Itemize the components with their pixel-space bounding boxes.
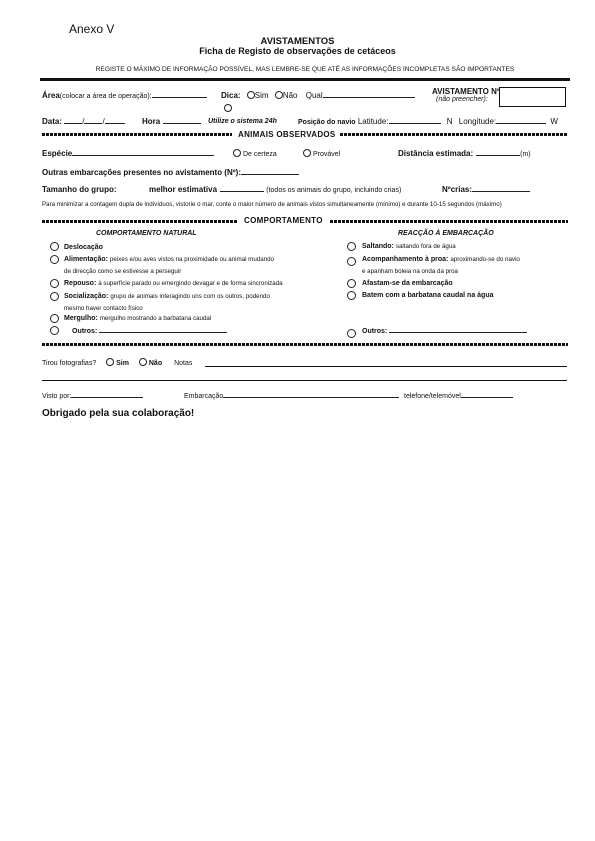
dica-sim-radio[interactable] bbox=[247, 91, 255, 99]
form-subtitle: Ficha de Registo de observações de cetáceos bbox=[199, 46, 396, 56]
divider-bottom bbox=[42, 343, 568, 346]
animais-title: ANIMAIS OBSERVADOS bbox=[238, 130, 336, 139]
fotos-sim-radio[interactable] bbox=[106, 358, 114, 366]
proa-label: Acompanhamento à proa: aproximando-se do navio bbox=[362, 256, 520, 263]
outros-reaccao-field: Outros: bbox=[362, 328, 527, 335]
socializacao-desc2: mesmo haver contacto físico bbox=[64, 305, 143, 312]
dica-extra-radio[interactable] bbox=[224, 104, 232, 112]
hora-input[interactable] bbox=[163, 123, 201, 124]
batem-radio[interactable] bbox=[347, 291, 356, 300]
date-year[interactable] bbox=[105, 123, 125, 124]
divider-comport-right bbox=[330, 220, 568, 223]
outras-field: Outras embarcações presentes no avistamento (Nº): bbox=[42, 168, 299, 177]
mergulho-label: Mergulho: mergulho mostrando a barbatana caudal bbox=[64, 315, 212, 322]
minimizar-note: Para minimizar a contagem dupla de indivíduos, vistorie o mar, conte o maior número de animais vistos simultaneamente (mínimo) e durante 10-15 segundos (máximo) bbox=[42, 201, 502, 208]
nao-preencher-label: (não preencher): bbox=[436, 96, 488, 103]
qual-input[interactable] bbox=[323, 97, 415, 98]
outros-reaccao-input[interactable] bbox=[389, 332, 527, 333]
longitude-input[interactable] bbox=[496, 123, 546, 124]
afastam-radio[interactable] bbox=[347, 279, 356, 288]
hora-field: Hora bbox=[142, 117, 201, 126]
distancia-field: Distância estimada: (m) bbox=[398, 149, 531, 158]
latitude-input[interactable] bbox=[389, 123, 441, 124]
avistamento-no-label: AVISTAMENTO Nº bbox=[432, 87, 500, 96]
proa-radio[interactable] bbox=[347, 257, 356, 266]
alimentacao-radio[interactable] bbox=[50, 255, 59, 264]
tamanho-field: Tamanho do grupo: bbox=[42, 185, 117, 194]
saltando-radio[interactable] bbox=[347, 242, 356, 251]
natural-title: COMPORTAMENTO NATURAL bbox=[96, 230, 197, 237]
deslocacao-label: Deslocação bbox=[64, 244, 103, 251]
divider-right bbox=[340, 133, 568, 136]
reaccao-title: REACÇÃO À EMBARCAÇÃO bbox=[398, 230, 494, 237]
especie-field: Espécie bbox=[42, 149, 214, 158]
especie-input[interactable] bbox=[72, 155, 214, 156]
avistamento-no-box bbox=[499, 87, 566, 107]
area-input[interactable] bbox=[152, 97, 207, 98]
outros-natural-input[interactable] bbox=[99, 332, 227, 333]
provavel-option: Provável bbox=[303, 149, 340, 158]
posicao-field: Posição do navio Latitude: N Longitude: W bbox=[298, 117, 558, 126]
fotos-field: Tirou fotografias? Sim Não Notas bbox=[42, 360, 193, 367]
distancia-input[interactable] bbox=[476, 155, 520, 156]
sistema-note: Utilize o sistema 24h bbox=[208, 118, 277, 125]
alimentacao-label: Alimentação: peixes e/ou aves vistos na proximidade ou animal mudando bbox=[64, 256, 274, 263]
mergulho-radio[interactable] bbox=[50, 314, 59, 323]
dica-field: Dica: Sim Não Qual bbox=[221, 91, 415, 100]
annex-label: Anexo V bbox=[69, 22, 115, 36]
outros-natural-radio[interactable] bbox=[50, 326, 59, 335]
notas-line-1[interactable] bbox=[205, 366, 567, 367]
notas-line-2[interactable] bbox=[42, 380, 567, 381]
embarcacao-field: Embarcação bbox=[184, 393, 399, 400]
socializacao-label: Socialização: grupo de animais interagindo uns com os outros, podendo bbox=[64, 293, 270, 300]
provavel-radio[interactable] bbox=[303, 149, 311, 157]
crias-field: Nºcrias: bbox=[442, 185, 530, 194]
header-rule bbox=[40, 78, 570, 81]
melhor-field: melhor estimativa (todos os animais do grupo, incluindo crias) bbox=[149, 185, 402, 194]
repouso-label: Repouso: à superfície parado ou emergindo devagar e de forma sincronizada bbox=[64, 280, 283, 287]
dica-nao-radio[interactable] bbox=[275, 91, 283, 99]
fotos-nao-radio[interactable] bbox=[139, 358, 147, 366]
alimentacao-desc2: de direcção como se estivesse a perseguir bbox=[64, 268, 182, 275]
date-day[interactable] bbox=[64, 123, 82, 124]
date-month[interactable] bbox=[84, 123, 102, 124]
divider-comport-left bbox=[42, 220, 238, 223]
visto-field: Visto por: bbox=[42, 393, 143, 400]
data-field: Data: / / bbox=[42, 117, 125, 126]
comportamento-title: COMPORTAMENTO bbox=[244, 216, 323, 225]
thanks-text: Obrigado pela sua colaboração! bbox=[42, 408, 195, 419]
notice-text: REGISTE O MÁXIMO DE INFORMAÇÃO POSSÍVEL, MAS LEMBRE-SE QUE ATÉ AS INFORMAÇÕES INCOMPLETAS SÃO IMPORTANTES bbox=[95, 66, 515, 73]
divider-left bbox=[42, 133, 232, 136]
repouso-radio[interactable] bbox=[50, 279, 59, 288]
form-title: AVISTAMENTOS bbox=[260, 36, 335, 47]
deslocacao-radio[interactable] bbox=[50, 242, 59, 251]
batem-label: Batem com a barbatana caudal na água bbox=[362, 292, 494, 299]
outros-reaccao-radio[interactable] bbox=[347, 329, 356, 338]
telefone-field: telefone/telemóvel bbox=[404, 393, 513, 400]
melhor-input[interactable] bbox=[220, 191, 264, 192]
socializacao-radio[interactable] bbox=[50, 292, 59, 301]
afastam-label: Afastam-se da embarcação bbox=[362, 280, 453, 287]
telefone-input[interactable] bbox=[461, 397, 513, 398]
certeza-radio[interactable] bbox=[233, 149, 241, 157]
visto-input[interactable] bbox=[71, 397, 143, 398]
proa-desc2: e apanham boleia na onda da proa bbox=[362, 268, 458, 275]
certeza-option: De certeza bbox=[233, 149, 277, 158]
saltando-label: Saltando: saltando fora de água bbox=[362, 243, 456, 250]
crias-input[interactable] bbox=[472, 191, 530, 192]
area-field: Área(colocar a área de operação): bbox=[42, 91, 207, 100]
embarcacao-input[interactable] bbox=[223, 397, 399, 398]
outras-input[interactable] bbox=[241, 174, 299, 175]
outros-natural-field: Outros: bbox=[72, 328, 227, 335]
